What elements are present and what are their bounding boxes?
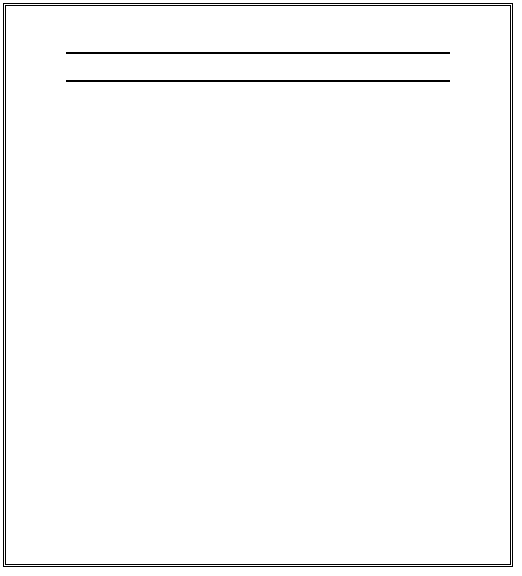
notice-body [16,90,500,510]
signature-line [16,526,500,556]
notice-title [16,14,500,48]
auction-notice [3,3,513,567]
date-number-line [66,52,450,82]
